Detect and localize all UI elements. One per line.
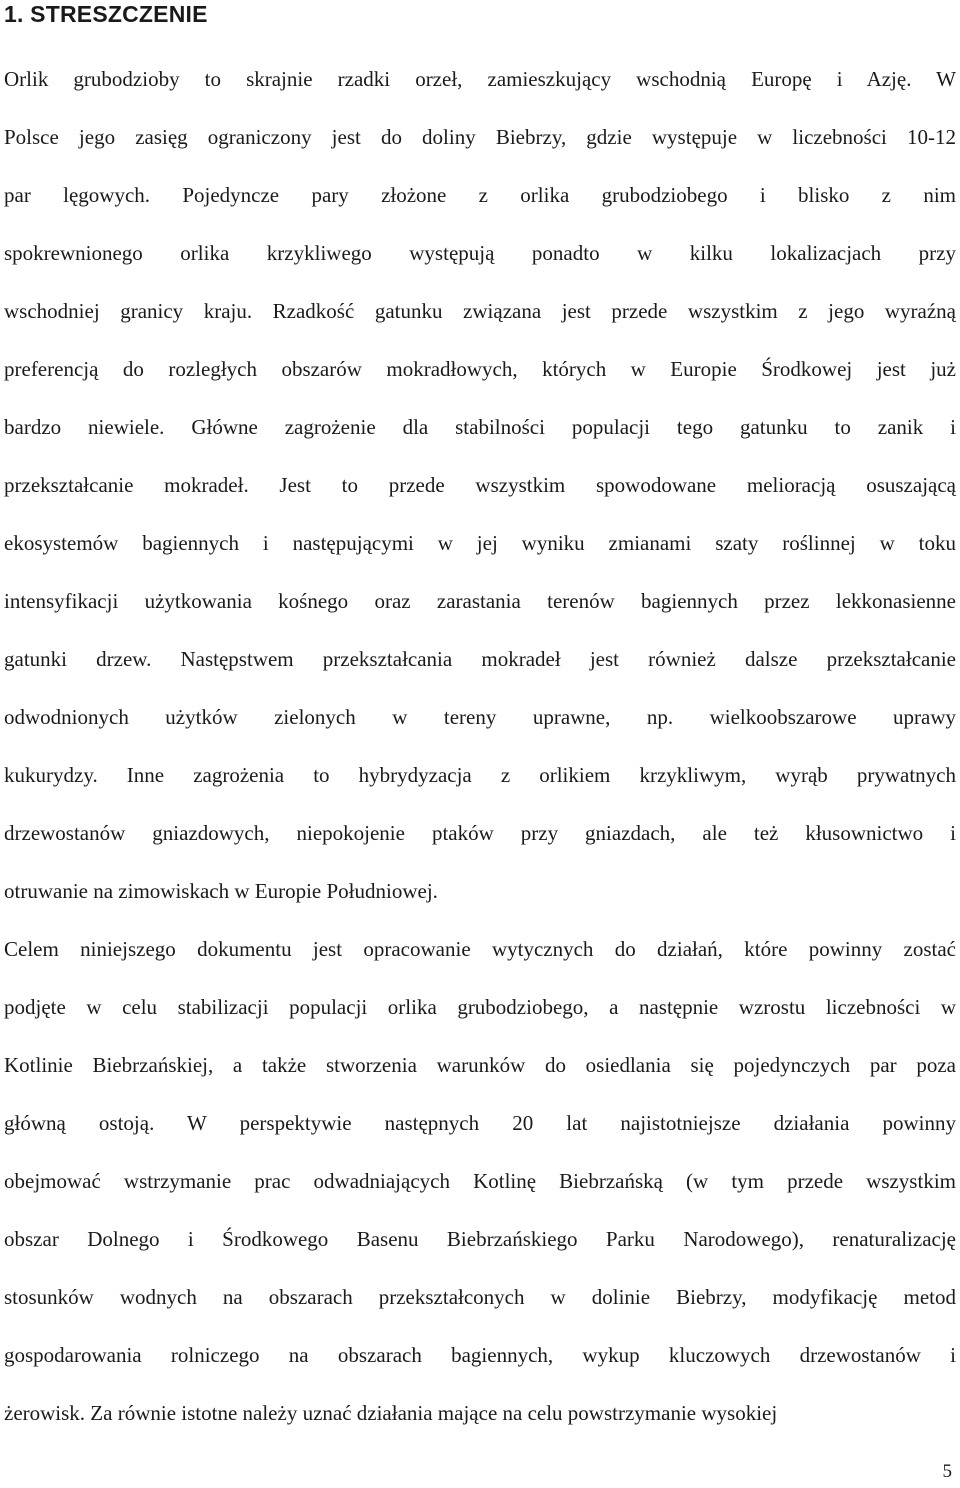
text-line: ekosystemów bagiennych i następującymi w jej wyniku zmianami szaty roślinnej w toku	[4, 531, 956, 555]
text-line: drzewostanów gniazdowych, niepokojenie ptaków przy gniazdach, ale też kłusownictwo i	[4, 821, 956, 845]
text-line: bardzo niewiele. Główne zagrożenie dla stabilności populacji tego gatunku to zanik i	[4, 415, 956, 439]
text-line: wschodniej granicy kraju. Rzadkość gatunku związana jest przede wszystkim z jego wyraźną	[4, 299, 956, 323]
summary-paragraph-1	[4, 50, 956, 920]
text-line: stosunków wodnych na obszarach przekształconych w dolinie Biebrzy, modyfikację metod	[4, 1285, 956, 1309]
text-line: intensyfikacji użytkowania kośnego oraz zarastania terenów bagiennych przez lekkonasienne	[4, 589, 956, 613]
text-line: Polsce jego zasięg ograniczony jest do doliny Biebrzy, gdzie występuje w liczebności 10-12	[4, 125, 956, 149]
text-line: obejmować wstrzymanie prac odwadniających Kotlinę Biebrzańską (w tym przede wszystkim	[4, 1169, 956, 1193]
text-line: par lęgowych. Pojedyncze pary złożone z orlika grubodziobego i blisko z nim	[4, 183, 956, 207]
text-line: gospodarowania rolniczego na obszarach bagiennych, wykup kluczowych drzewostanów i	[4, 1343, 956, 1367]
text-line: odwodnionych użytków zielonych w tereny uprawne, np. wielkoobszarowe uprawy	[4, 705, 956, 729]
text-line: gatunki drzew. Następstwem przekształcania mokradeł jest również dalsze przekształcanie	[4, 647, 956, 671]
text-line: Kotlinie Biebrzańskiej, a także stworzenia warunków do osiedlania się pojedynczych par poza	[4, 1053, 956, 1077]
text-line: żerowisk. Za równie istotne należy uznać działania mające na celu powstrzymanie wysokiej	[4, 1401, 778, 1425]
document-page	[4, 0, 956, 1488]
text-line: spokrewnionego orlika krzykliwego występują ponadto w kilku lokalizacjach przy	[4, 241, 956, 265]
text-line: kukurydzy. Inne zagrożenia to hybrydyzacja z orlikiem krzykliwym, wyrąb prywatnych	[4, 763, 956, 787]
text-line: podjęte w celu stabilizacji populacji orlika grubodziobego, a następnie wzrostu liczebności w	[4, 995, 956, 1019]
page-number: 5	[942, 1461, 952, 1482]
section-heading: 1. STRESZCZENIE	[4, 1, 208, 27]
text-line: otruwanie na zimowiskach w Europie Południowej.	[4, 879, 438, 903]
text-line: główną ostoją. W perspektywie następnych 20 lat najistotniejsze działania powinny	[4, 1111, 956, 1135]
text-line: Celem niniejszego dokumentu jest opracowanie wytycznych do działań, które powinny zostać	[4, 937, 956, 961]
text-line: preferencją do rozległych obszarów mokradłowych, których w Europie Środkowej jest już	[4, 357, 956, 381]
text-line: Orlik grubodzioby to skrajnie rzadki orzeł, zamieszkujący wschodnią Europę i Azję. W	[4, 67, 956, 91]
text-line: obszar Dolnego i Środkowego Basenu Biebrzańskiego Parku Narodowego), renaturalizację	[4, 1227, 956, 1251]
text-line: przekształcanie mokradeł. Jest to przede wszystkim spowodowane melioracją osuszającą	[4, 473, 956, 497]
summary-paragraph-2	[4, 920, 956, 1442]
